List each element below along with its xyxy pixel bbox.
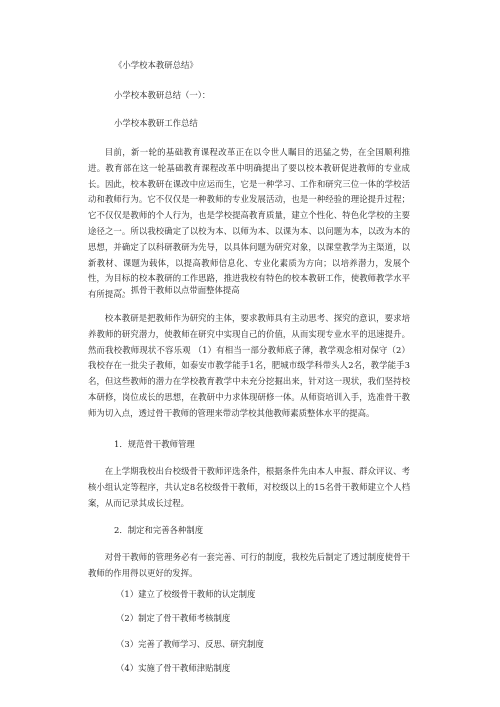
list-item: （2）制定了骨干教师考核制度: [116, 613, 231, 623]
list-item: （4）实施了骨干教师津贴制度: [116, 663, 231, 673]
subsection-2-paragraph: 对骨干教师的管理务必有一套完善、可行的制度，我校先后制定了透过制度使骨干教师的作用得以更好的发挥。: [88, 552, 410, 578]
document-subtitle: 小学校本教研总结（一）：: [114, 90, 211, 100]
section-1-heading: 一、抓骨干教师以点带面整体提高: [114, 285, 240, 295]
list-item: （1）建立了校级骨干教师的认定制度: [116, 589, 256, 599]
subsection-1-paragraph: 在上学期我校出台校级骨干教师评选条件，根据条件先由本人申报、群众评议、考核小组认定等程序，共认定8名校级骨干教师，对校级以上的15名骨干教师建立个人档案，从而记录其成长过程。: [88, 466, 410, 508]
intro-paragraph: 目前，新一轮的基础教育课程改革正在以令世人瞩目的迅猛之势，在全国顺利推进。教育部在这一轮基础教育课程改革中明确提出了要以校本教研促进教师的专业成长。因此，校本教研在课改中应运而生，它是一种学习、工作和研究三位一体的学校活动和教师行为。它不仅仅是一种教师的专业发展活动，也是一种经验的理论提升过程；它不仅仅是教师的个人行为，也是学校提高教育质量，建立个性化、特色化学校的主要途径之一。所以我校确定了以校为本、以师为本、以课为本、以问题为本，以改为本的思想，并确定了以科研教研为先导，以具体问题为研究对象，以课堂教学为主渠道，以新教材、课题为载体，以提高教师信息化、专业化素质为方向；以培养潜力，发展个性，为目标的校本教研的工作思路，推进我校有特色的校本教研工作，使教师教学水平有所提高。: [88, 147, 410, 300]
subsection-1-heading: 1．规范骨干教师管理: [114, 439, 195, 449]
section-heading-main: 小学校本教研工作总结: [114, 118, 198, 128]
document-title: 《小学校本教研总结》: [114, 60, 198, 70]
subsection-2-heading: 2．制定和完善各种制度: [114, 525, 204, 535]
section-1-paragraph: 校本教研是把教师作为研究的主体，要求教师具有主动思考、探究的意识，要求培养教师的研究潜力，使教师在研究中实现自己的价值，从而实现专业水平的迅速提升。然而我校教师现状不容乐观 （1）有相当一部分教师底子薄，教学观念相对保守（2）我校存在一批尖子教师，如泰安市教学能手1名，肥城市级学科带头人2名，教学能手3名，但这些教师的潜力在学校教育教学中未充分挖掘出来，针对这一现状，我们坚持校本研修，岗位成长的思想，在教研中力求体现研修一体。从师资培训入手，选准骨干教师为切入点，透过骨干教师的管理来带动学校其他教师素质整体水平的提高。: [88, 313, 410, 418]
list-item: （3）完善了教师学习、反思、研究制度: [116, 639, 264, 649]
